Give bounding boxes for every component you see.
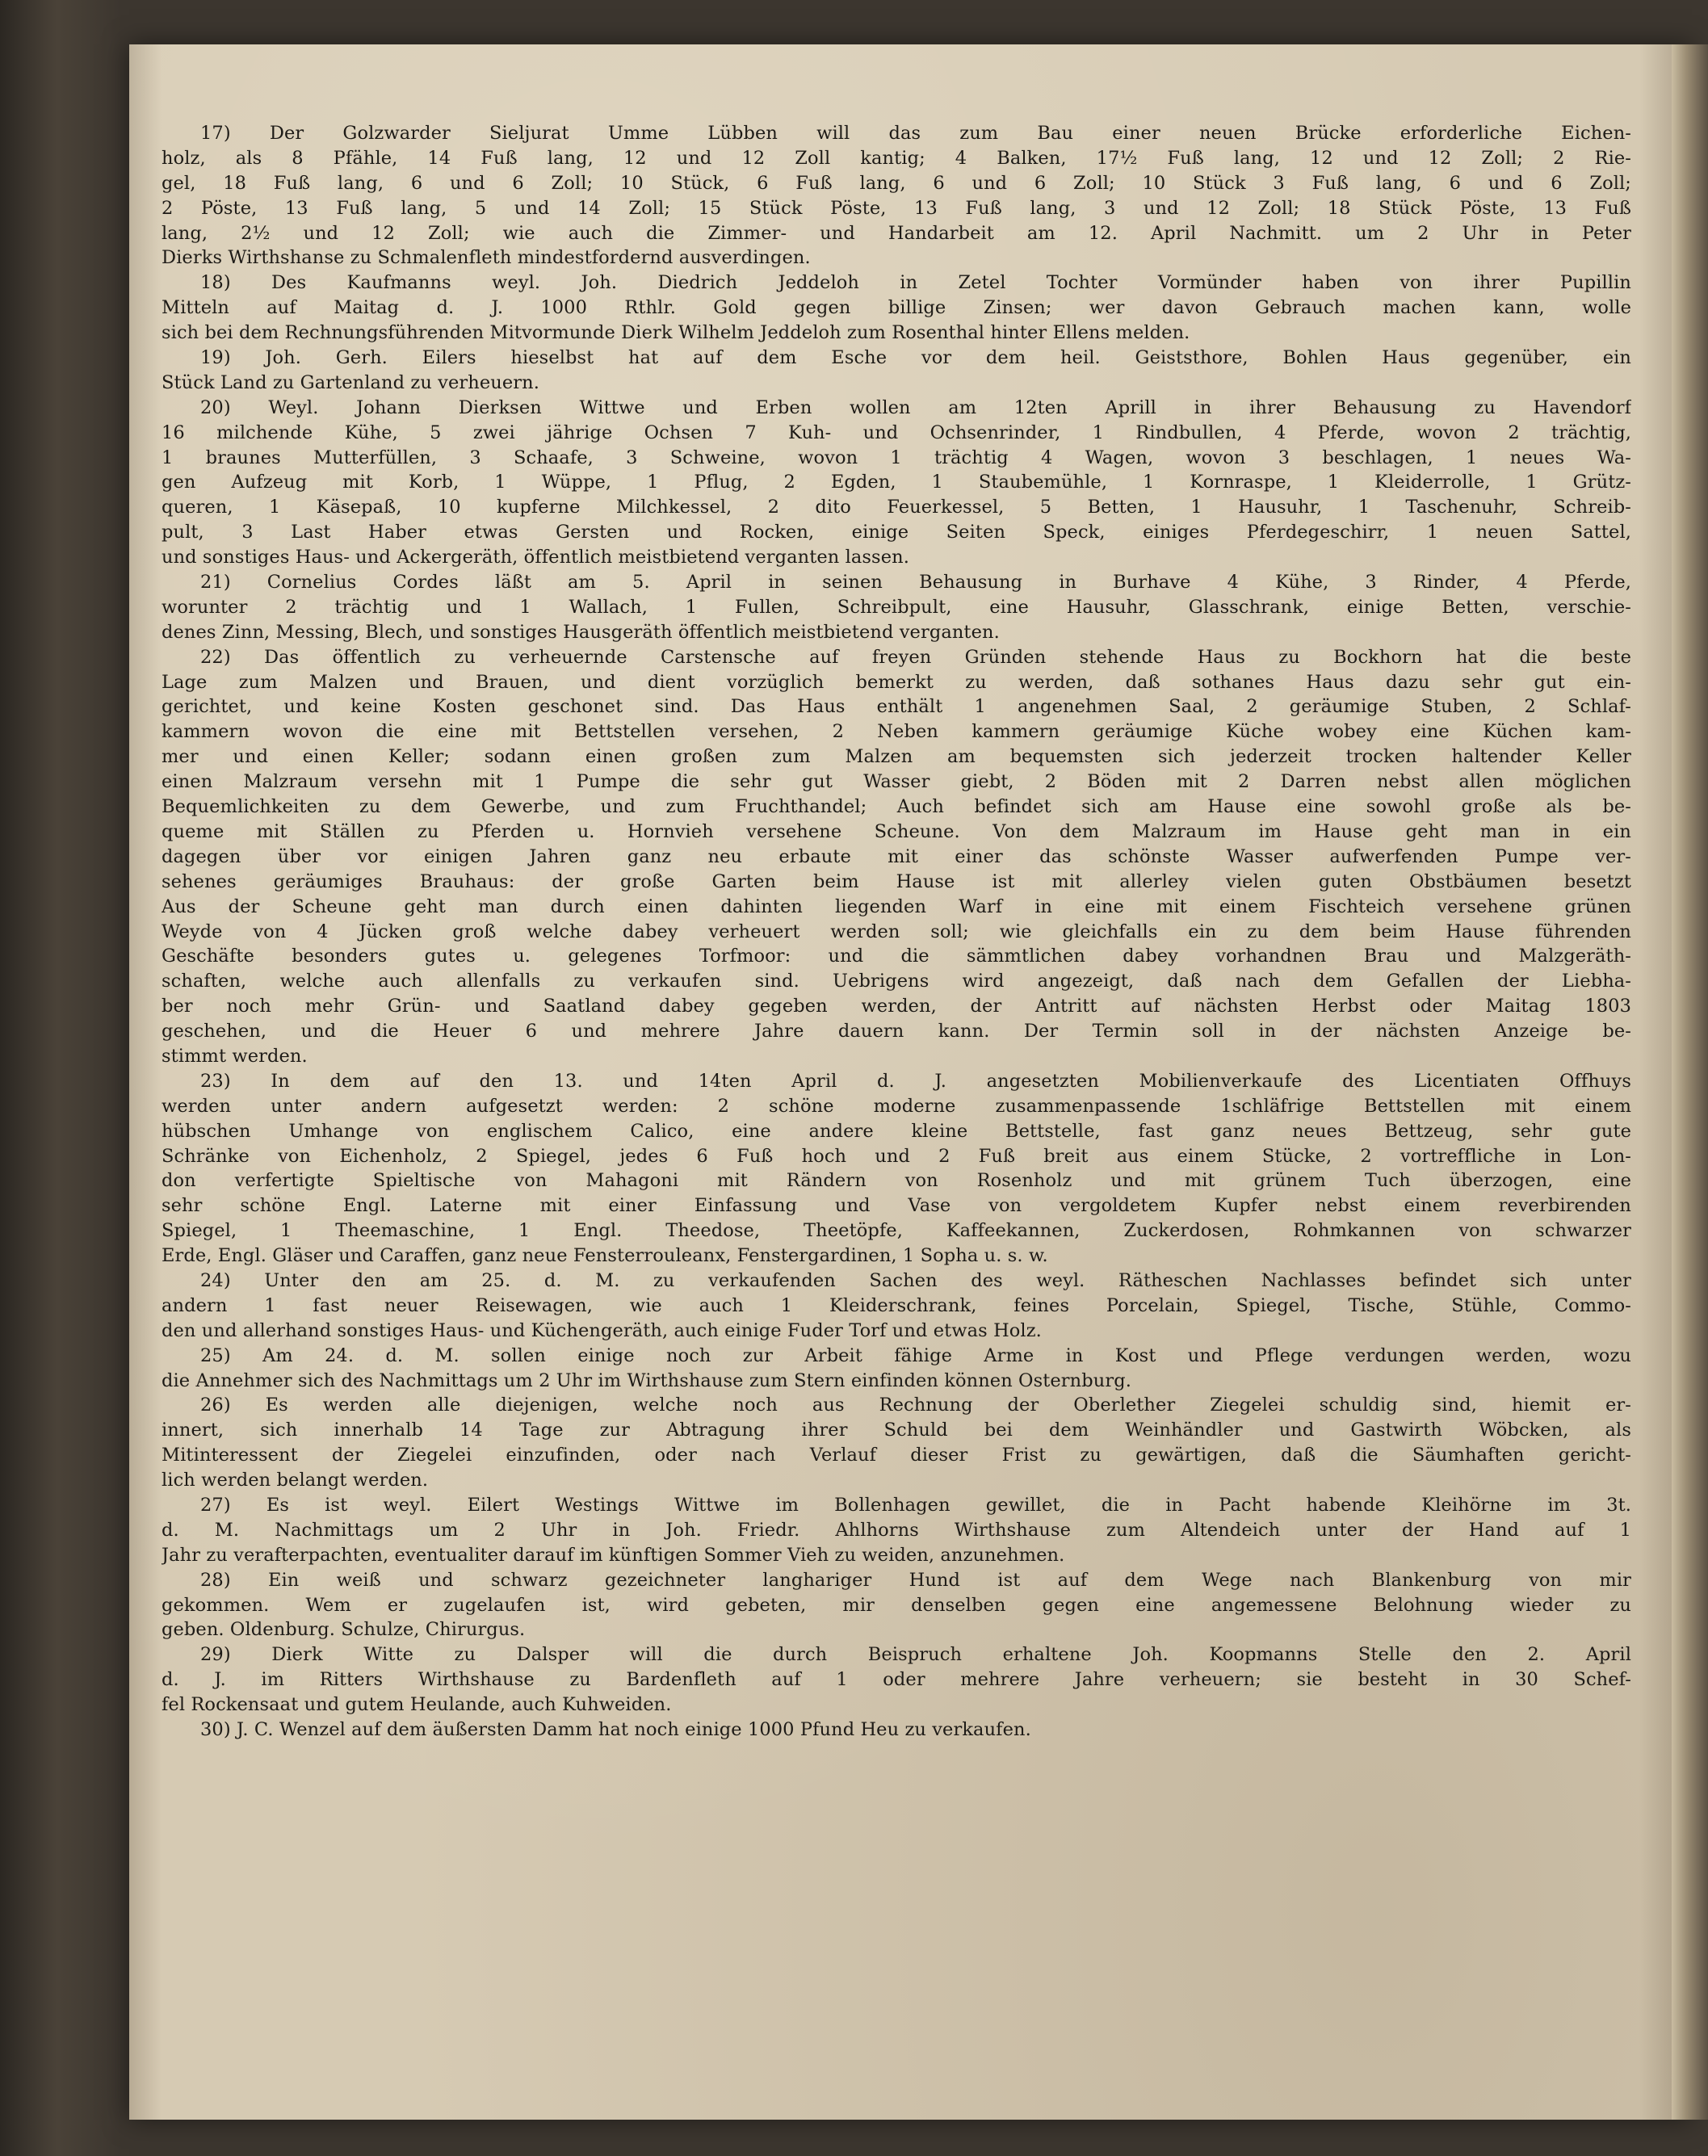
page-edge — [1672, 44, 1708, 2120]
text-line: einen Malzraum versehn mit 1 Pumpe die sehr gut Wasser giebt, 2 Böden mit 2 Darren nebst allen möglichen — [162, 771, 1631, 793]
text-line: gen Aufzeug mit Korb, 1 Wüppe, 1 Pflug, 2 Egden, 1 Staubemühle, 1 Kornraspe, 1 Kleiderrolle, 1 Grütz- — [162, 472, 1631, 493]
text-line: 23) In dem auf den 13. und 14ten April d. J. angesetzten Mobilienverkaufe des Licentiaten Offhuys — [200, 1070, 1631, 1092]
text-line: 21) Cornelius Cordes läßt am 5. April in seinen Behausung in Burhave 4 Kühe, 3 Rinder, 4 Pferde, — [200, 572, 1631, 594]
text-line: innert, sich innerhalb 14 Tage zur Abtragung ihrer Schuld bei dem Weinhändler und Gastwirth Wöbcken, als — [162, 1420, 1631, 1441]
text-line: don verfertigte Spieltische von Mahagoni mit Rändern von Rosenholz und mit grünem Tuch überzogen, eine — [162, 1170, 1631, 1192]
text-line: worunter 2 trächtig und 1 Wallach, 1 Fullen, Schreibpult, eine Hausuhr, Glasschrank, einige Betten, verschie- — [162, 596, 1631, 618]
text-line: ber noch mehr Grün- und Saatland dabey gegeben werden, der Antritt auf nächsten Herbst oder Maitag 1803 — [162, 996, 1631, 1017]
text-line: Schränke von Eichenholz, 2 Spiegel, jedes 6 Fuß hoch und 2 Fuß breit aus einem Stücke, 2 vortreffliche in Lon- — [162, 1145, 1631, 1167]
text-line: 28) Ein weiß und schwarz gezeichneter langhariger Hund ist auf dem Wege nach Blankenburg von mir — [200, 1569, 1631, 1591]
text-line: hübschen Umhange von englischem Calico, eine andere kleine Bettstelle, fast ganz neues Bettzeug, sehr gute — [162, 1120, 1631, 1142]
text-line: fel Rockensaat und gutem Heulande, auch Kuhweiden. — [162, 1694, 672, 1716]
text-line: 25) Am 24. d. M. sollen einige noch zur Arbeit fähige Arme in Kost und Pflege verdungen werden, wozu — [200, 1344, 1631, 1366]
text-line: pult, 3 Last Haber etwas Gersten und Rocken, einige Seiten Speck, einiges Pferdegeschirr, 1 neuen Sattel, — [162, 522, 1631, 543]
text-line: Lage zum Malzen und Brauen, und dient vorzüglich bemerkt zu werden, daß sothanes Haus dazu sehr gut ein- — [162, 671, 1631, 693]
text-line: 26) Es werden alle diejenigen, welche noch aus Rechnung der Oberlether Ziegelei schuldig sind, hiemit er- — [200, 1395, 1631, 1416]
text-line: 22) Das öffentlich zu verheuernde Carstensche auf freyen Gründen stehende Haus zu Bockhorn hat die beste — [200, 646, 1631, 668]
text-line: Mitinteressent der Ziegelei einzufinden, oder nach Verlauf dieser Frist zu gewärtigen, daß die Säumhaften gericht- — [162, 1445, 1631, 1466]
text-line: lang, 2½ und 12 Zoll; wie auch die Zimmer- und Handarbeit am 12. April Nachmitt. um 2 Uhr in Peter — [162, 222, 1631, 244]
text-line: Spiegel, 1 Theemaschine, 1 Engl. Theedose, Theetöpfe, Kaffeekannen, Zuckerdosen, Rohmkannen von schwarzer — [162, 1220, 1631, 1242]
text-line: queme mit Ställen zu Pferden u. Hornvieh versehene Scheune. Von dem Malzraum im Hause geht man in ein — [162, 820, 1631, 842]
text-line: stimmt werden. — [162, 1045, 308, 1067]
text-line: d. M. Nachmittags um 2 Uhr in Joh. Friedr. Ahlhorns Wirthshause zum Altendeich unter der Hand auf 1 — [162, 1519, 1631, 1541]
text-line: 2 Pöste, 13 Fuß lang, 5 und 14 Zoll; 15 Stück Pöste, 13 Fuß lang, 3 und 12 Zoll; 18 Stück Pöste, 13 Fuß — [162, 197, 1631, 219]
notice-column — [162, 121, 1631, 2083]
text-line: sehenes geräumiges Brauhaus: der große Garten beim Hause ist mit allerley vielen guten Obstbäumen besetzt — [162, 870, 1631, 892]
text-line: Mitteln auf Maitag d. J. 1000 Rthlr. Gold gegen billige Zinsen; wer davon Gebrauch machen kann, wolle — [162, 297, 1631, 319]
text-line: Stück Land zu Gartenland zu verheuern. — [162, 371, 539, 393]
text-line: 27) Es ist weyl. Eilert Westings Wittwe im Bollenhagen gewillet, die in Pacht habende Kleihörne im 3t. — [200, 1494, 1631, 1516]
text-line: schaften, welche auch allenfalls zu verkaufen sind. Uebrigens wird angezeigt, daß nach dem Gefallen der Liebha- — [162, 971, 1631, 992]
text-line: Bequemlichkeiten zu dem Gewerbe, und zum Fruchthandel; Auch befindet sich am Hause eine sowohl große als be- — [162, 796, 1631, 818]
text-line: gel, 18 Fuß lang, 6 und 6 Zoll; 10 Stück, 6 Fuß lang, 6 und 6 Zoll; 10 Stück 3 Fuß lang, 6 und 6 Zoll; — [162, 172, 1631, 194]
text-line: queren, 1 Käsepaß, 10 kupferne Milchkessel, 2 dito Feuerkessel, 5 Betten, 1 Hausuhr, 1 Taschenuhr, Schreib- — [162, 497, 1631, 518]
text-line: holz, als 8 Pfähle, 14 Fuß lang, 12 und 12 Zoll kantig; 4 Balken, 17½ Fuß lang, 12 und 12 Zoll; 2 Rie- — [162, 147, 1631, 169]
text-line: sehr schöne Engl. Laterne mit einer Einfassung und Vase von vergoldetem Kupfer nebst einem reverbirenden — [162, 1195, 1631, 1217]
text-line: denes Zinn, Messing, Blech, und sonstiges Hausgeräth öffentlich meistbietend verganten. — [162, 621, 1000, 643]
text-line: 16 milchende Kühe, 5 zwei jährige Ochsen 7 Kuh- und Ochsenrinder, 1 Rindbullen, 4 Pferde, wovon 2 trächtig, — [162, 422, 1631, 443]
text-line: Aus der Scheune geht man durch einen dahinten liegenden Warf in eine mit einem Fischteich versehene grünen — [162, 896, 1631, 917]
text-line: mer und einen Keller; sodann einen großen zum Malzen am bequemsten sich jederzeit trocken haltender Keller — [162, 746, 1631, 768]
text-line: 29) Dierk Witte zu Dalsper will die durch Beispruch erhaltene Joh. Koopmanns Stelle den 2. April — [200, 1644, 1631, 1666]
text-line: Weyde von 4 Jücken groß welche dabey verheuert werden soll; wie gleichfalls ein zu dem beim Hause führenden — [162, 921, 1631, 942]
text-line: lich werden belangt werden. — [162, 1470, 429, 1491]
text-line: andern 1 fast neuer Reisewagen, wie auch 1 Kleiderschrank, feines Porcelain, Spiegel, Tische, Stühle, Commo- — [162, 1294, 1631, 1316]
text-line: gekommen. Wem er zugelaufen ist, wird gebeten, mir denselben gegen eine angemessene Belohnung wieder zu — [162, 1594, 1631, 1616]
text-line: sich bei dem Rechnungsführenden Mitvormunde Dierk Wilhelm Jeddeloh zum Rosenthal hinter Ellens melden. — [162, 322, 1190, 344]
text-line: Geschäfte besonders gutes u. gelegenes Torfmoor: und die sämmtlichen dabey vorhandnen Brau und Malzgeräth- — [162, 946, 1631, 967]
text-line: d. J. im Ritters Wirthshause zu Bardenfleth auf 1 oder mehrere Jahre verheuern; sie besteht in 30 Schef- — [162, 1669, 1631, 1691]
text-line: 19) Joh. Gerh. Eilers hieselbst hat auf dem Esche vor dem heil. Geiststhore, Bohlen Haus gegenüber, ein — [200, 347, 1631, 369]
text-line: Erde, Engl. Gläser und Caraffen, ganz neue Fensterrouleanx, Fenstergardinen, 1 Sopha u. s. w. — [162, 1245, 1048, 1267]
text-line: 24) Unter den am 25. d. M. zu verkaufenden Sachen des weyl. Rätheschen Nachlasses befindet sich unter — [200, 1269, 1631, 1291]
text-line: kammern wovon die eine mit Bettstellen versehen, 2 Neben kammern geräumige Küche wobey eine Küchen kam- — [162, 721, 1631, 743]
text-line: werden unter andern aufgesetzt werden: 2 schöne moderne zusammenpassende 1schläfrige Bettstellen mit einem — [162, 1095, 1631, 1117]
text-line: Dierks Wirthshanse zu Schmalenfleth mindestfordernd ausverdingen. — [162, 247, 811, 269]
text-line: dagegen über vor einigen Jahren ganz neu erbaute mit einer das schönste Wasser aufwerfenden Pumpe ver- — [162, 845, 1631, 867]
text-line: 30) J. C. Wenzel auf dem äußersten Damm hat noch einige 1000 Pfund Heu zu verkaufen. — [200, 1719, 1031, 1740]
text-line: geschehen, und die Heuer 6 und mehrere Jahre dauern kann. Der Termin soll in der nächsten Anzeige be- — [162, 1021, 1631, 1042]
text-line: und sonstiges Haus- und Ackergeräth, öffentlich meistbietend verganten lassen. — [162, 547, 909, 568]
text-line: 1 braunes Mutterfüllen, 3 Schaafe, 3 Schweine, wovon 1 trächtig 4 Wagen, wovon 3 beschlagen, 1 neues Wa- — [162, 447, 1631, 468]
text-line: geben. Oldenburg. Schulze, Chirurgus. — [162, 1619, 526, 1641]
text-line: den und allerhand sonstiges Haus- und Küchengeräth, auch einige Fuder Torf und etwas Holz. — [162, 1319, 1042, 1341]
text-line: die Annehmer sich des Nachmittags um 2 Uhr im Wirthshause zum Stern einfinden können Osternburg. — [162, 1370, 1131, 1391]
text-line: 18) Des Kaufmanns weyl. Joh. Diedrich Jeddeloh in Zetel Tochter Vormünder haben von ihrer Pupillin — [200, 272, 1631, 294]
text-line: 20) Weyl. Johann Dierksen Wittwe und Erben wollen am 12ten Aprill in ihrer Behausung zu Havendorf — [200, 396, 1631, 418]
text-line: Jahr zu verafterpachten, eventualiter darauf im künftigen Sommer Vieh zu weiden, anzunehmen. — [162, 1544, 1065, 1566]
text-line: 17) Der Golzwarder Sieljurat Umme Lübben will das zum Bau einer neuen Brücke erforderliche Eichen- — [200, 123, 1631, 144]
text-line: gerichtet, und keine Kosten geschonet sind. Das Haus enthält 1 angenehmen Saal, 2 geräumige Stuben, 2 Schlaf- — [162, 696, 1631, 718]
